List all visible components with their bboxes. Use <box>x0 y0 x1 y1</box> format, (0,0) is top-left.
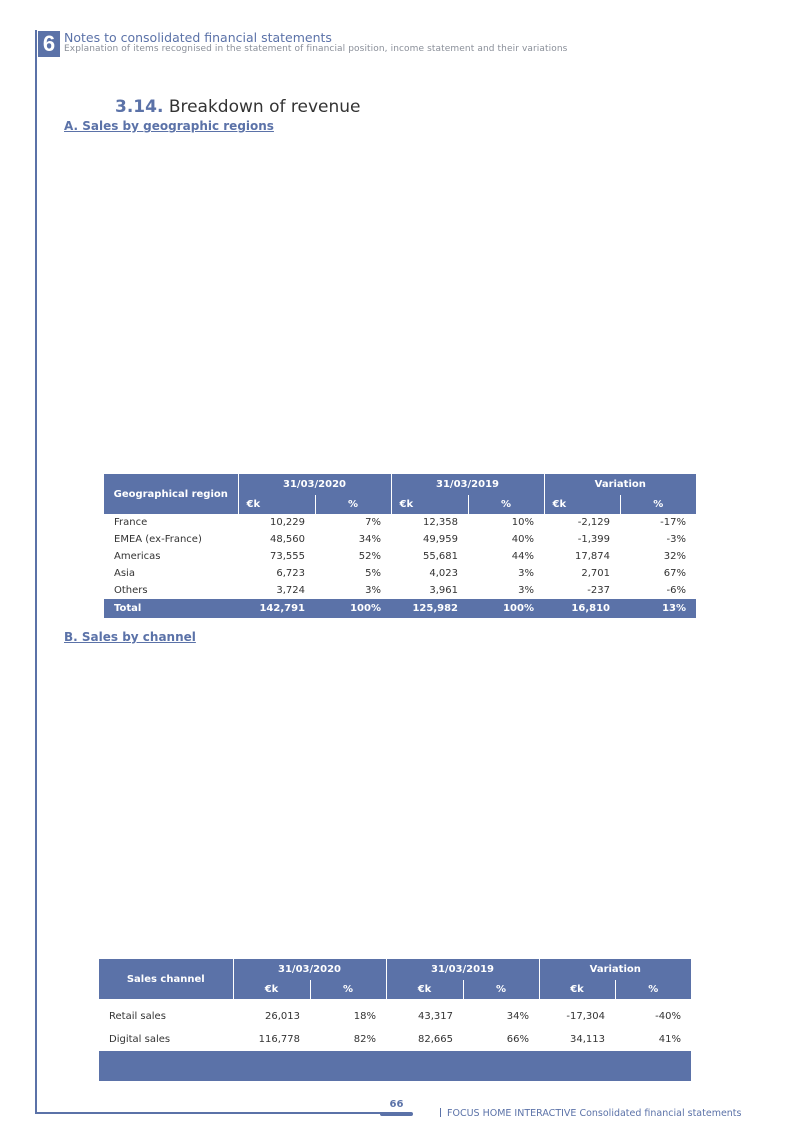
footer <box>447 1108 741 1119</box>
cell-value: 32% <box>663 551 686 562</box>
cell-value: 73,555 <box>270 551 305 562</box>
cell-value: -237 <box>587 585 610 596</box>
cell-value: 6,723 <box>276 568 305 579</box>
cell-value: 5% <box>365 568 381 579</box>
row-label: Total <box>104 599 238 618</box>
cell-value: 18% <box>353 1011 376 1022</box>
geo-period-2020: 31/03/2020 <box>238 474 391 495</box>
page-frame-bottom <box>35 1112 390 1114</box>
page-frame-left <box>35 30 37 1114</box>
cell-value: 34,113 <box>570 1034 605 1045</box>
cell-value: 41% <box>658 1034 681 1045</box>
section-title-text: Breakdown of revenue <box>168 97 361 117</box>
cell-value: 3% <box>518 568 534 579</box>
row-label: EMEA (ex-France) <box>114 534 202 545</box>
cell-value: -6% <box>666 585 686 596</box>
channel-col-label: Sales channel <box>99 959 233 999</box>
row-label: Digital sales <box>109 1034 171 1045</box>
cell-value: 17,874 <box>575 551 610 562</box>
cell-value: 4,023 <box>429 568 458 579</box>
row-label: Asia <box>114 568 135 579</box>
row-label: Americas <box>114 551 161 562</box>
geo-period-2019: 31/03/2019 <box>391 474 544 495</box>
cell-value: 52% <box>358 551 381 562</box>
channel-table <box>99 959 691 1081</box>
table-row <box>99 1028 691 1051</box>
page-number-bar <box>380 1112 413 1116</box>
cell-value: 82% <box>353 1034 376 1045</box>
header-title: Notes to consolidated financial statements <box>64 30 332 45</box>
cell-value: 142,791 <box>238 599 315 618</box>
geo-unit: €k <box>238 495 315 514</box>
cell-value: 7% <box>365 517 381 528</box>
cell-value: 43,317 <box>418 1011 453 1022</box>
total-row <box>104 599 696 618</box>
cell-value: 40% <box>511 534 534 545</box>
table-row <box>104 565 696 582</box>
cell-value: -17% <box>660 517 686 528</box>
cell-value: 100% <box>468 599 544 618</box>
geo-heading: A. Sales by geographic regions <box>64 119 274 133</box>
table-row <box>99 1005 691 1028</box>
cell-value: 10,229 <box>270 517 305 528</box>
cell-value: -40% <box>655 1011 681 1022</box>
cell-value: 82,665 <box>418 1034 453 1045</box>
geo-unit: €k <box>391 495 468 514</box>
geo-col-label: Geographical region <box>104 474 238 514</box>
cell-value: 3% <box>365 585 381 596</box>
page-number: 66 <box>389 1099 404 1110</box>
channel-unit: % <box>463 980 539 999</box>
cell-value: -3% <box>666 534 686 545</box>
geo-period-variation: Variation <box>544 474 696 495</box>
cell-value: 26,013 <box>265 1011 300 1022</box>
cell-value: 49,959 <box>423 534 458 545</box>
cell-value: 55,681 <box>423 551 458 562</box>
geo-unit: % <box>620 495 696 514</box>
geo-unit: €k <box>544 495 620 514</box>
cell-value: 66% <box>506 1034 529 1045</box>
channel-unit: % <box>310 980 386 999</box>
section-title <box>115 97 360 117</box>
table-row <box>104 582 696 599</box>
cell-value: 16,810 <box>544 599 620 618</box>
channel-unit: €k <box>233 980 310 999</box>
footer-brand: FOCUS HOME INTERACTIVE <box>447 1108 577 1119</box>
footer-divider <box>440 1108 441 1117</box>
cell-value: 2,701 <box>581 568 610 579</box>
section-number: 3.14. <box>115 97 164 117</box>
chapter-number: 6 <box>38 31 60 57</box>
channel-period-2020: 31/03/2020 <box>233 959 386 980</box>
cell-value: 116,778 <box>258 1034 300 1045</box>
row-label: Retail sales <box>109 1011 166 1022</box>
channel-unit: €k <box>539 980 615 999</box>
total-row-empty <box>99 1051 691 1081</box>
cell-value: 13% <box>620 599 696 618</box>
geo-unit: % <box>315 495 391 514</box>
cell-value: 3,724 <box>276 585 305 596</box>
cell-value: 34% <box>506 1011 529 1022</box>
footer-doc-title: Consolidated financial statements <box>579 1108 742 1119</box>
cell-value: 125,982 <box>391 599 468 618</box>
cell-value: 34% <box>358 534 381 545</box>
total-cell-empty <box>99 1051 691 1081</box>
table-row <box>104 531 696 548</box>
cell-value: 3,961 <box>429 585 458 596</box>
table-row <box>104 548 696 565</box>
cell-value: 44% <box>511 551 534 562</box>
header-subtitle: Explanation of items recognised in the statement of financial position, income statement and their variations <box>64 44 568 54</box>
channel-unit: % <box>615 980 691 999</box>
cell-value: 12,358 <box>423 517 458 528</box>
cell-value: 10% <box>511 517 534 528</box>
row-label: France <box>114 517 148 528</box>
geo-unit: % <box>468 495 544 514</box>
cell-value: 100% <box>315 599 391 618</box>
cell-value: -2,129 <box>577 517 610 528</box>
geo-table <box>104 474 696 618</box>
cell-value: -1,399 <box>577 534 610 545</box>
table-row <box>104 514 696 531</box>
channel-heading: B. Sales by channel <box>64 630 196 644</box>
cell-value: 3% <box>518 585 534 596</box>
cell-value: 67% <box>663 568 686 579</box>
cell-value: 48,560 <box>270 534 305 545</box>
cell-value: -17,304 <box>566 1011 605 1022</box>
channel-unit: €k <box>386 980 463 999</box>
channel-period-variation: Variation <box>539 959 691 980</box>
channel-period-2019: 31/03/2019 <box>386 959 539 980</box>
row-label: Others <box>114 585 148 596</box>
